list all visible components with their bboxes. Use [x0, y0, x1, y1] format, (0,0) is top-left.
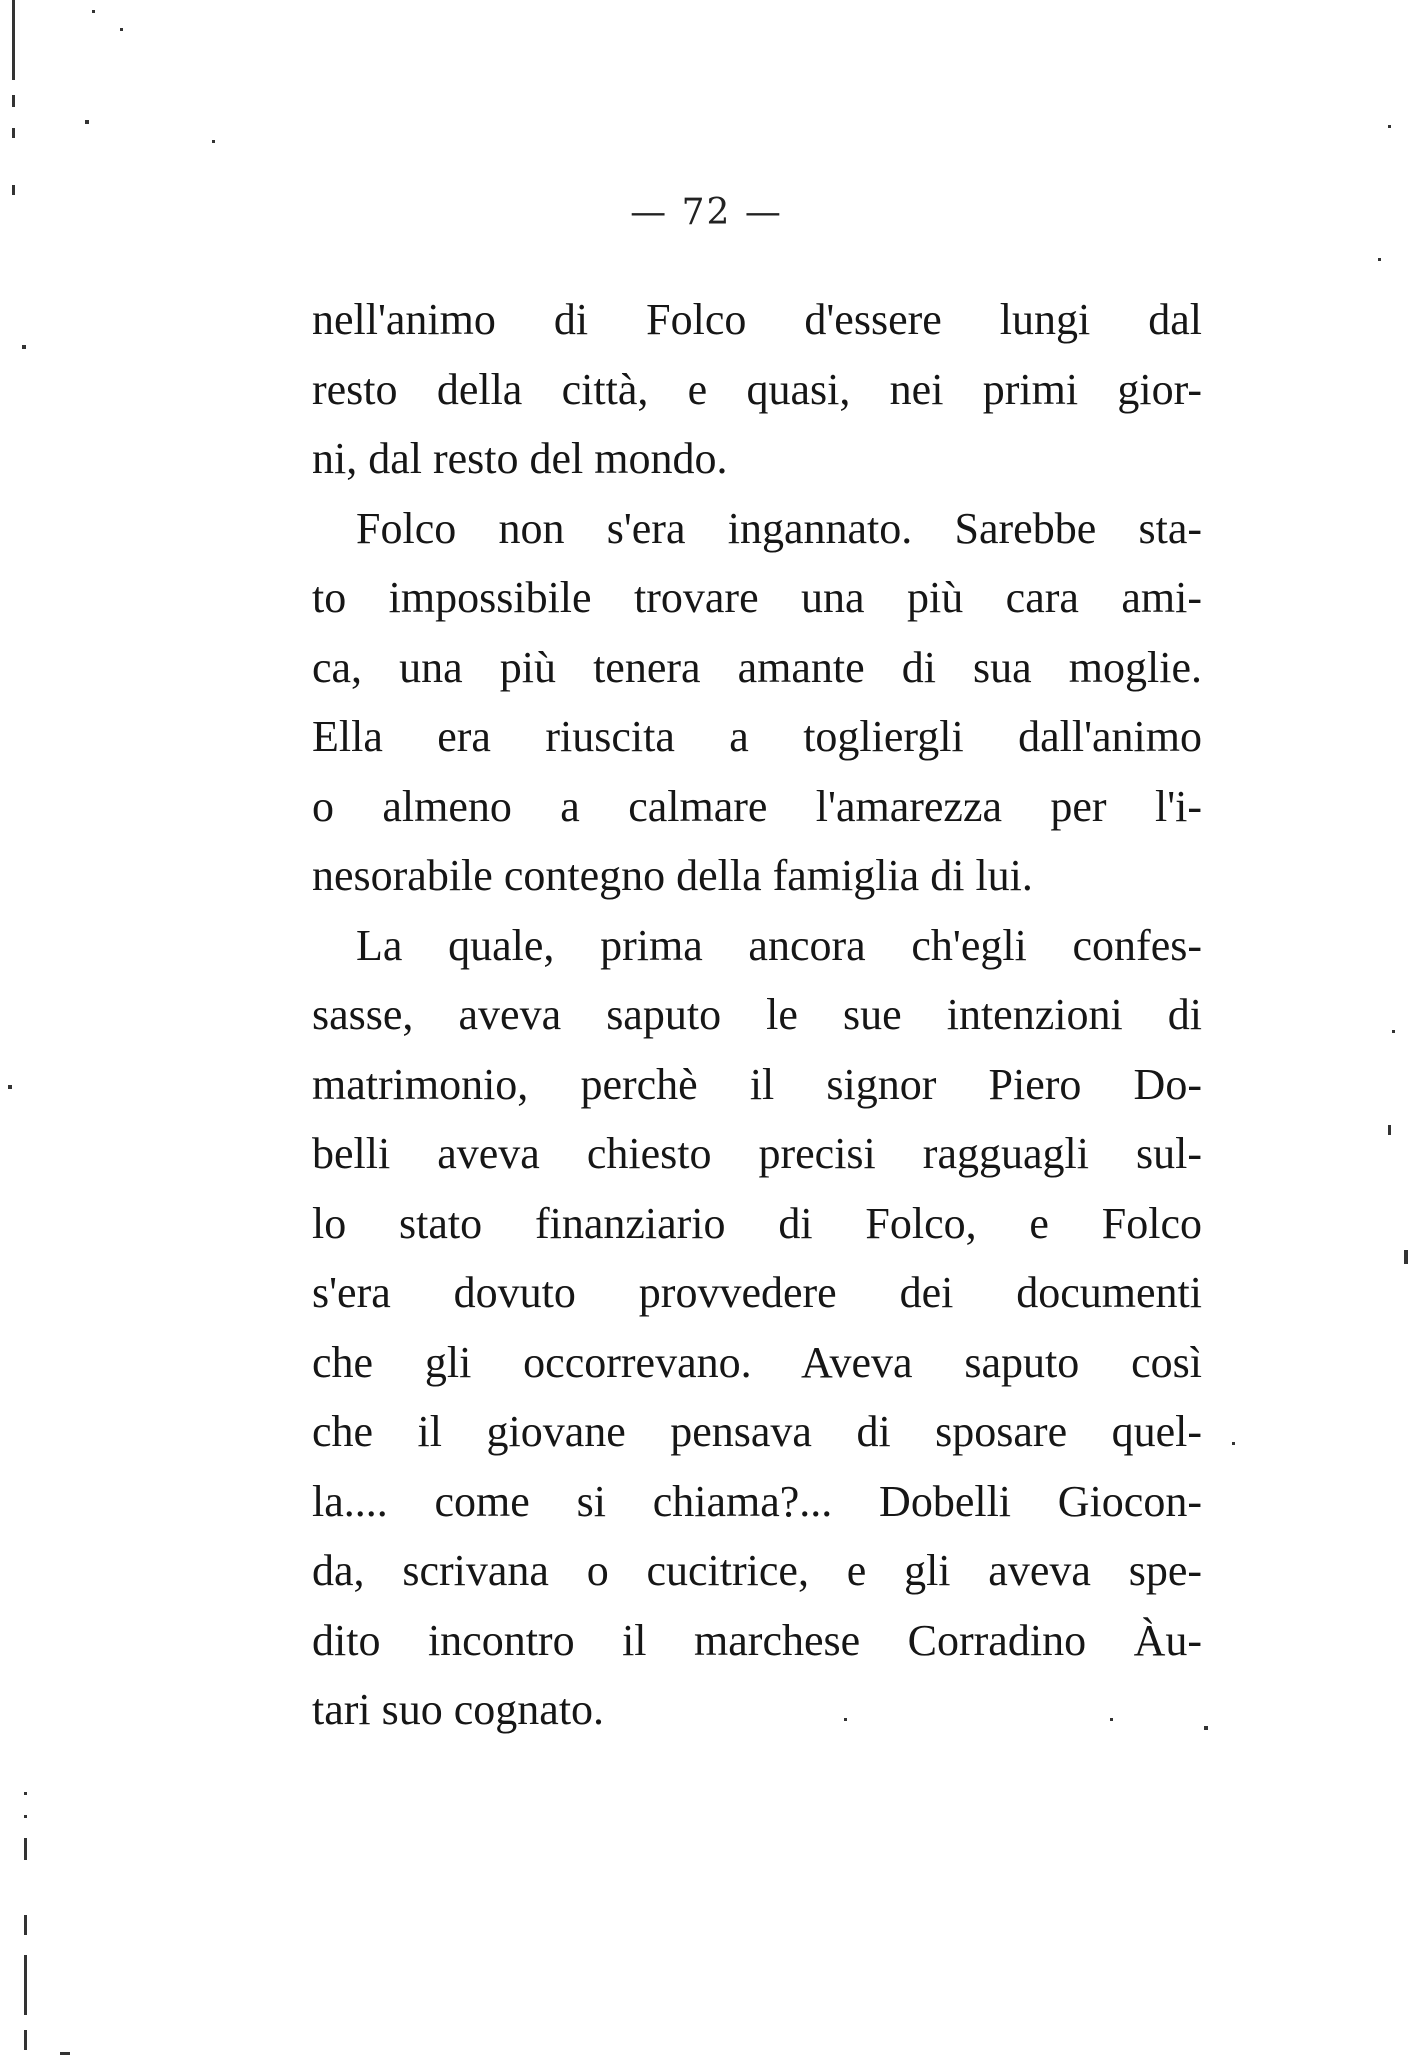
text-line: sasse, aveva saputo le sue intenzioni di	[312, 990, 1202, 1039]
text-line: che gli occorrevano. Aveva saputo così	[312, 1337, 1202, 1387]
text-line: lo stato finanziario di Folco, e Folco	[312, 1198, 1202, 1248]
scan-speck	[24, 2030, 27, 2050]
scan-speck	[844, 1718, 847, 1721]
text-line: nell'animo di Folco d'essere lungi dal	[312, 295, 1202, 344]
text-line: s'era dovuto provvedere dei documenti	[312, 1268, 1202, 1317]
scan-speck	[1204, 1726, 1208, 1730]
scan-speck	[24, 1838, 27, 1860]
text-line: ca, una più tenera amante di sua moglie.	[312, 642, 1202, 692]
scan-speck	[12, 185, 15, 195]
scan-speck	[24, 1815, 27, 1818]
scan-speck	[12, 0, 15, 80]
scan-speck	[60, 2052, 70, 2055]
text-line: ni, dal resto del mondo.	[312, 434, 728, 483]
scan-speck	[8, 1085, 12, 1089]
scan-speck	[212, 140, 215, 143]
page-number: — 72 —	[630, 192, 783, 233]
scan-speck	[1392, 1030, 1395, 1033]
text-line: dito incontro il marchese Corradino Àu-	[312, 1615, 1202, 1665]
text-line: nesorabile contegno della famiglia di lui.	[312, 851, 1033, 900]
scan-speck	[24, 1792, 27, 1795]
scan-speck	[1378, 258, 1381, 261]
scan-speck	[1404, 1250, 1408, 1264]
text-line: to impossibile trovare una più cara ami-	[312, 573, 1202, 622]
scan-speck	[92, 10, 95, 13]
scan-speck	[24, 1915, 27, 1935]
scan-speck	[1110, 1718, 1113, 1721]
text-line: Ella era riuscita a togliergli dall'animo	[312, 712, 1202, 761]
text-line: la.... come si chiama?... Dobelli Giocon-	[312, 1476, 1202, 1526]
body-text	[312, 285, 1202, 1745]
scan-speck	[85, 120, 89, 124]
scan-speck	[22, 345, 26, 349]
text-line: belli aveva chiesto precisi ragguagli sul-	[312, 1129, 1202, 1178]
text-line: Folco non s'era ingannato. Sarebbe sta-	[356, 503, 1202, 553]
text-line: che il giovane pensava di sposare quel-	[312, 1407, 1202, 1456]
text-line: La quale, prima ancora ch'egli confes-	[356, 920, 1202, 970]
text-line: o almeno a calmare l'amarezza per l'i-	[312, 781, 1202, 831]
scan-speck	[1388, 125, 1391, 128]
scan-speck	[24, 1955, 27, 2015]
scan-speck	[1388, 1125, 1391, 1135]
text-line: da, scrivana o cucitrice, e gli aveva spe-	[312, 1546, 1202, 1595]
scan-speck	[1232, 1442, 1235, 1445]
scan-speck	[120, 28, 123, 31]
scan-speck	[12, 95, 15, 107]
text-line: matrimonio, perchè il signor Piero Do-	[312, 1059, 1202, 1109]
text-line: resto della città, e quasi, nei primi gior-	[312, 364, 1202, 414]
text-line: tari suo cognato.	[312, 1685, 605, 1734]
scan-speck	[12, 128, 15, 138]
